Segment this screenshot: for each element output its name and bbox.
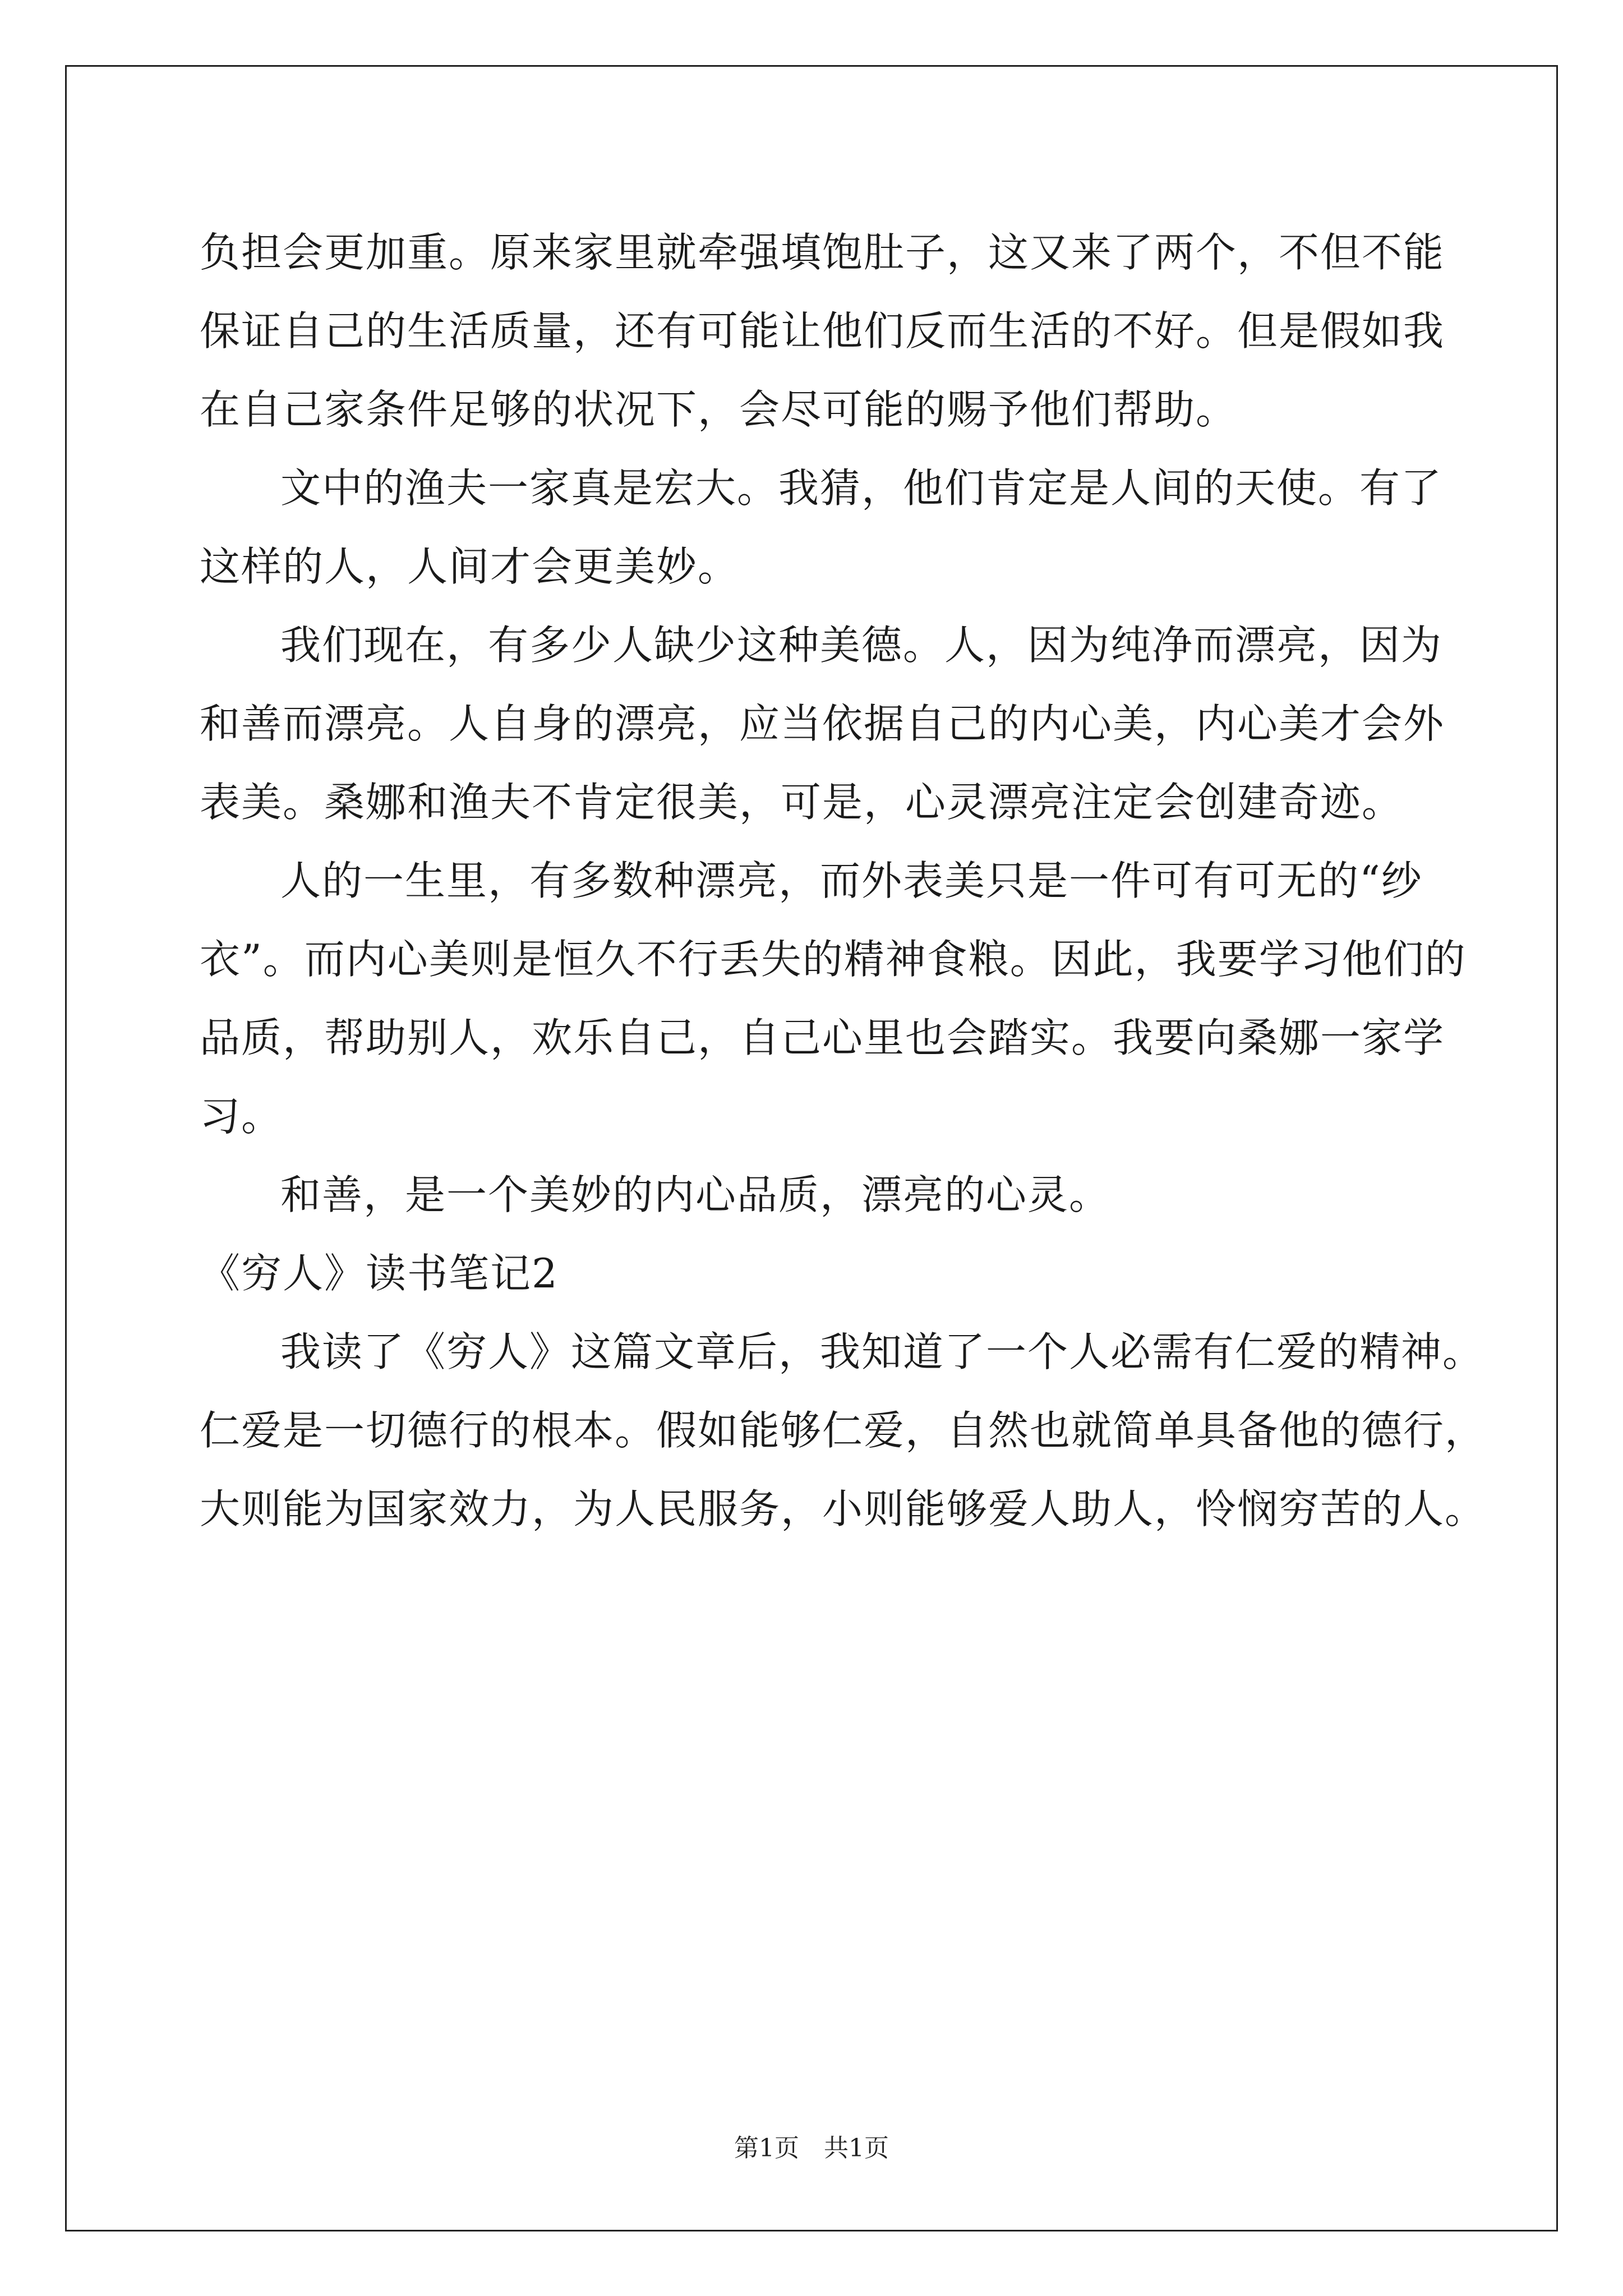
text-line-15: 我读了《穷人》这篇文章后，我知道了一个人必需有仁爱的精神。 (280, 1328, 1484, 1375)
text-line-6: 我们现在，有多少人缺少这种美德。人，因为纯净而漂亮，因为 (280, 622, 1443, 669)
text-line-4: 文中的渔夫一家真是宏大。我猜，他们肯定是人间的天使。有了 (280, 464, 1443, 512)
text-line-11: 品质，帮助别人，欢乐自己，自己心里也会踏实。我要向桑娜一家学 (200, 1014, 1445, 1061)
text-line-7: 和善而漂亮。人自身的漂亮，应当依据自己的内心美，内心美才会外 (200, 700, 1445, 747)
text-line-13: 和善，是一个美妙的内心品质，漂亮的心灵。 (280, 1171, 1111, 1218)
page-footer (0, 2132, 1623, 2165)
text-line-3: 在自己家条件足够的状况下，会尽可能的赐予他们帮助。 (200, 386, 1238, 433)
text-line-16: 仁爱是一切德行的根本。假如能够仁爱，自然也就简单具备他的德行， (200, 1407, 1487, 1454)
text-line-17: 大则能为国家效力，为人民服务，小则能够爱人助人，怜悯穷苦的人。 (200, 1485, 1487, 1533)
text-line-5: 这样的人，人间才会更美妙。 (200, 543, 740, 590)
text-line-10: 衣”。而内心美则是恒久不行丢失的精神食粮。因此，我要学习他们的 (200, 936, 1467, 983)
text-line-1: 负担会更加重。原来家里就牵强填饱肚子，这又来了两个，不但不能 (200, 229, 1445, 276)
text-line-12: 习。 (200, 1093, 283, 1140)
text-line-9: 人的一生里，有多数种漂亮，而外表美只是一件可有可无的“纱 (280, 857, 1423, 904)
section-heading: 《穷人》读书笔记2 (200, 1250, 559, 1297)
document-body (200, 213, 1487, 1548)
text-line-2: 保证自己的生活质量，还有可能让他们反而生活的不好。但是假如我 (200, 307, 1445, 355)
text-line-8: 表美。桑娜和渔夫不肯定很美，可是，心灵漂亮注定会创建奇迹。 (200, 779, 1404, 826)
page-number-total: 共1页 (824, 2134, 889, 2162)
page-number-current: 第1页 (734, 2134, 799, 2162)
